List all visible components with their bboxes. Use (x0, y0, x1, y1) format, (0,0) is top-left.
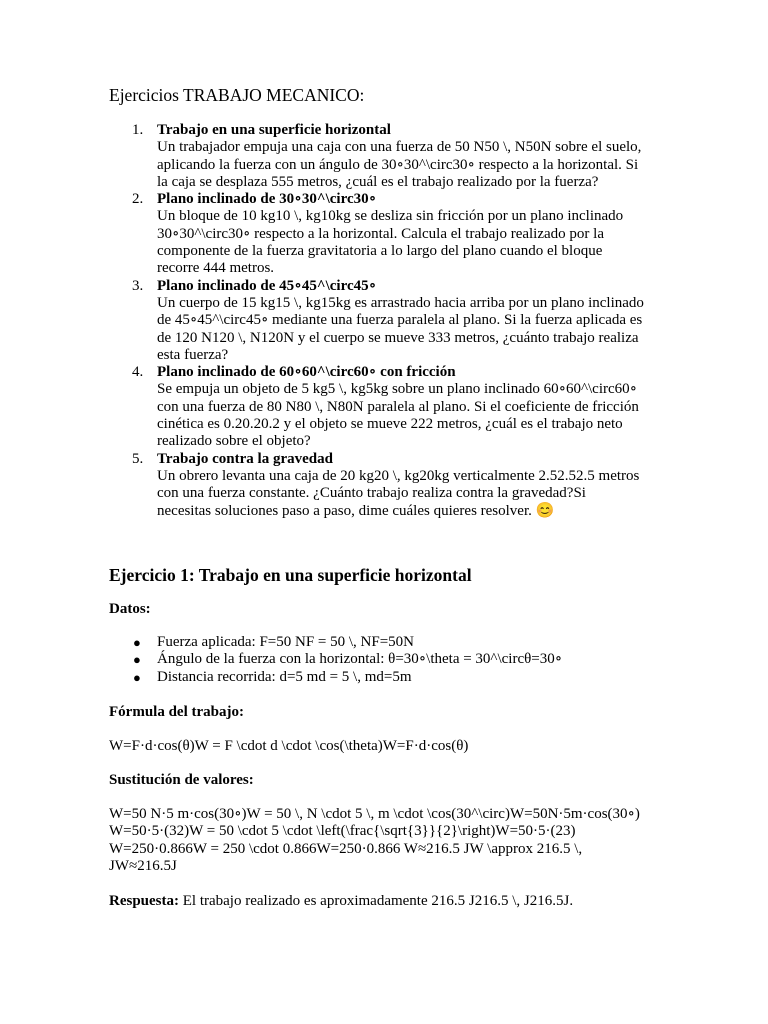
datos-text: Ángulo de la fuerza con la horizontal: θ=30∘\theta = 30^\circθ=30∘ (157, 651, 563, 668)
datos-label: Datos: (109, 601, 151, 617)
exercise-heading: Plano inclinado de 45∘45^\circ45∘ (157, 277, 377, 294)
sustitucion-line: W=50 N·5 m·cos(30∘)W = 50 \, N \cdot 5 \, m \cdot \cos(30^\circ)W=50N·5m·cos(30∘) (109, 806, 640, 822)
exercise-text-line: Un trabajador empuja una caja con una fuerza de 50 N50 \, N50N sobre el suelo, (157, 139, 642, 156)
exercise-text-line: Se empuja un objeto de 5 kg5 \, kg5kg sobre un plano inclinado 60∘60^\circ60∘ (157, 381, 637, 398)
bullet-icon: ● (133, 652, 141, 668)
exercise-heading: Plano inclinado de 30∘30^\circ30∘ (157, 191, 377, 208)
bullet-icon: ● (133, 669, 141, 685)
section-heading: Ejercicio 1: Trabajo en una superficie horizontal (109, 565, 472, 585)
respuesta-text: El trabajo realizado es aproximadamente 216.5 J216.5 \, J216.5J. (179, 893, 574, 909)
exercise-text-line: 30∘30^\circ30∘ respecto a la horizontal. Calcula el trabajo realizado por la (157, 225, 604, 242)
exercise-number: 4. (132, 364, 144, 381)
exercise-text-line: esta fuerza? (157, 346, 229, 363)
document-title (109, 87, 364, 104)
exercise-item (132, 364, 677, 450)
datos-text: Distancia recorrida: d=5 md = 5 \, md=5m (157, 668, 412, 685)
exercise-text-line: de 120 N120 \, N120N y el cuerpo se mueve 333 metros, ¿cuánto trabajo realiza (157, 329, 639, 346)
exercise-text-line: necesitas soluciones paso a paso, dime cuáles quieres resolver. 😊 (157, 502, 555, 519)
exercise-text-line: con una fuerza constante. ¿Cuánto trabajo realiza contra la gravedad?Si (157, 485, 586, 502)
formula-label: Fórmula del trabajo: (109, 704, 244, 720)
exercise-text-line: con una fuerza de 80 N80 \, N80N paralela al plano. Si el coeficiente de fricción (157, 398, 639, 415)
exercise-text-line: Un cuerpo de 15 kg15 \, kg15kg es arrastrado hacia arriba por un plano inclinado (157, 294, 644, 311)
exercise-text-line: realizado sobre el objeto? (157, 433, 311, 450)
bullet-icon: ● (133, 635, 141, 650)
exercise-text-line: de 45∘45^\circ45∘ mediante una fuerza paralela al plano. Si la fuerza aplicada es (157, 312, 643, 329)
exercise-number: 1. (132, 122, 144, 138)
exercise-text-line: la caja se desplaza 555 metros, ¿cuál es el trabajo realizado por la fuerza? (157, 173, 599, 190)
exercise-item (132, 191, 677, 277)
exercise-text-line: Un bloque de 10 kg10 \, kg10kg se desliza sin fricción por un plano inclinado (157, 208, 624, 225)
exercise-item (132, 450, 677, 520)
sustitucion-line: W=250·0.866W = 250 \cdot 0.866W=250·0.866 W≈216.5 JW \approx 216.5 \, (109, 841, 583, 857)
datos-text: Fuerza aplicada: F=50 NF = 50 \, NF=50N (157, 634, 415, 650)
datos-item (133, 634, 677, 651)
exercise-text-line: aplicando la fuerza con un ángulo de 30∘30^\circ30∘ respecto a la horizontal. Si (157, 156, 639, 173)
exercise-number: 2. (132, 191, 144, 208)
formula-line: W=F·d·cos(θ)W = F \cdot d \cdot \cos(\theta)W=F·d·cos(θ) (109, 738, 469, 754)
sustitucion-label: Sustitución de valores: (109, 772, 254, 788)
datos-list (133, 634, 677, 686)
sustitucion-line: W=50·5·(32)W = 50 \cdot 5 \cdot \left(\frac{\sqrt{3}}{2}\right)W=50·5·(23) (109, 823, 576, 839)
exercise-number: 5. (132, 450, 144, 467)
sustitucion-line: JW≈216.5J (109, 858, 177, 874)
exercise-number: 3. (132, 277, 144, 294)
respuesta (109, 893, 573, 910)
exercise-heading: Trabajo contra la gravedad (157, 450, 333, 467)
exercise-text-line: Un obrero levanta una caja de 20 kg20 \, kg20kg verticalmente 2.52.52.5 metros (157, 467, 640, 484)
datos-item (133, 668, 677, 686)
exercise-text-line: cinética es 0.20.20.2 y el objeto se mueve 222 metros, ¿cuál es el trabajo neto (157, 416, 623, 433)
exercise-text-line: recorre 444 metros. (157, 260, 275, 277)
exercise-item (132, 122, 677, 191)
exercise-item (132, 277, 677, 364)
respuesta-label: Respuesta: (109, 893, 179, 909)
exercise-heading: Plano inclinado de 60∘60^\circ60∘ con fricción (157, 364, 456, 381)
datos-item (133, 651, 677, 668)
document-title-text: Ejercicios TRABAJO MECANICO: (109, 85, 365, 105)
exercise-list (132, 122, 677, 520)
exercise-heading: Trabajo en una superficie horizontal (157, 122, 391, 138)
exercise-text-line: componente de la fuerza gravitatoria a lo largo del plano cuando el bloque (157, 243, 603, 260)
